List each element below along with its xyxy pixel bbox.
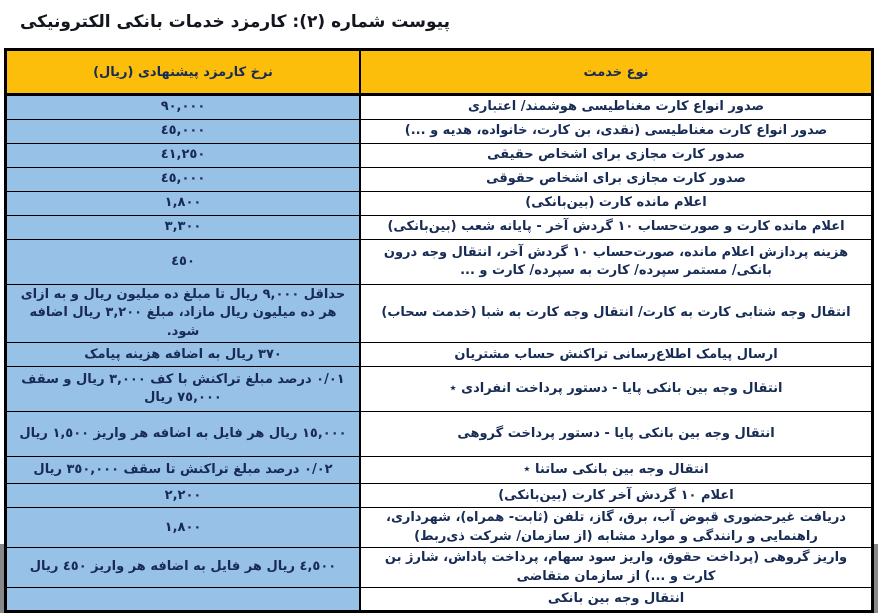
fee-cell bbox=[6, 588, 361, 612]
service-cell: انتقال وجه شتابی کارت به کارت/ انتقال وجه کارت به شبا (خدمت سحاب) bbox=[360, 285, 872, 343]
service-cell: دریافت غیرحضوری قبوض آب، برق، گاز، تلفن (ثابت- همراه)، شهرداری، راهنمایی و رانندگی و موارد مشابه (از سازمان/ شرکت ذی‌ربط) bbox=[360, 508, 872, 548]
table-row bbox=[6, 95, 873, 120]
table-row bbox=[6, 484, 873, 508]
header-proposed-fee: نرخ کارمزد پیشنهادی (ریال) bbox=[6, 50, 361, 95]
service-cell: انتقال وجه بین بانکی bbox=[360, 588, 872, 612]
table-row bbox=[6, 367, 873, 412]
fee-cell: ٤١,٢٥٠ bbox=[6, 144, 361, 168]
fee-cell: ٤٥,٠٠٠ bbox=[6, 168, 361, 192]
table-row bbox=[6, 508, 873, 548]
table-row bbox=[6, 192, 873, 216]
fee-cell: ٤٥,٠٠٠ bbox=[6, 120, 361, 144]
service-cell: انتقال وجه بین بانکی پایا - دستور پرداخت گروهی bbox=[360, 412, 872, 457]
table-body bbox=[6, 95, 873, 612]
fee-cell: ٩٠,٠٠٠ bbox=[6, 95, 361, 120]
service-cell: اعلام مانده کارت و صورت‌حساب ١٠ گردش آخر - پایانه شعب (بین‌بانکی) bbox=[360, 216, 872, 240]
fee-cell: ٢,٢٠٠ bbox=[6, 484, 361, 508]
table-header-row bbox=[6, 50, 873, 95]
table-row bbox=[6, 548, 873, 588]
service-cell: صدور کارت مجازی برای اشخاص حقیقی bbox=[360, 144, 872, 168]
fee-cell: ٣٧٠ ریال به اضافه هزینه پیامک bbox=[6, 343, 361, 367]
service-cell: صدور انواع کارت مغناطیسی هوشمند/ اعتباری bbox=[360, 95, 872, 120]
fee-cell: ١٥,٠٠٠ ریال هر فایل به اضافه هر واریز ١,٥٠٠ ریال bbox=[6, 412, 361, 457]
table-row bbox=[6, 168, 873, 192]
table-row bbox=[6, 588, 873, 612]
fee-cell: حداقل ٩,٠٠٠ ریال تا مبلغ ده میلیون ریال و به ازای هر ده میلیون ریال مازاد، مبلغ ٣,٢٠٠ ریال اضافه شود. bbox=[6, 285, 361, 343]
fee-cell: ٠/٠١ درصد مبلغ تراکنش با کف ٣,٠٠٠ ریال و سقف ٧٥,٠٠٠ ریال bbox=[6, 367, 361, 412]
page-title: پیوست شماره (٢): کارمزد خدمات بانکی الکترونیکی bbox=[19, 12, 450, 32]
service-cell: هزینه پردازش اعلام مانده، صورت‌حساب ١٠ گردش آخر، انتقال وجه درون بانکی/ مستمر سپرده/ کارت به سپرده/ کارت و ... bbox=[360, 240, 872, 285]
fee-cell: ١,٨٠٠ bbox=[6, 508, 361, 548]
service-cell: صدور انواع کارت مغناطیسی (نقدی، بن کارت، خانواده، هدیه و ...) bbox=[360, 120, 872, 144]
service-cell: ارسال پیامک اطلاع‌رسانی تراکنش حساب مشتریان bbox=[360, 343, 872, 367]
fee-cell: ٣,٣٠٠ bbox=[6, 216, 361, 240]
table-row bbox=[6, 412, 873, 457]
table-row bbox=[6, 457, 873, 484]
table-row bbox=[6, 144, 873, 168]
table-row bbox=[6, 240, 873, 285]
table-row bbox=[6, 285, 873, 343]
table-row bbox=[6, 216, 873, 240]
service-cell: اعلام ١٠ گردش آخر کارت (بین‌بانکی) bbox=[360, 484, 872, 508]
service-cell: انتقال وجه بین بانکی ساتنا ٭ bbox=[360, 457, 872, 484]
fee-cell: ٤,٥٠٠ ریال هر فایل به اضافه هر واریز ٤٥٠ ریال bbox=[6, 548, 361, 588]
fee-table bbox=[4, 48, 874, 613]
service-cell: انتقال وجه بین بانکی پایا - دستور پرداخت انفرادی ٭ bbox=[360, 367, 872, 412]
header-service-type: نوع خدمت bbox=[360, 50, 872, 95]
service-cell: واریز گروهی (پرداخت حقوق، واریز سود سهام، پرداخت پاداش، شارژ بن کارت و ...) از سازمان متقاضی bbox=[360, 548, 872, 588]
fee-cell: ٠/٠٢ درصد مبلغ تراکنش تا سقف ٣٥٠,٠٠٠ ریال bbox=[6, 457, 361, 484]
fee-cell: ٤٥٠ bbox=[6, 240, 361, 285]
service-cell: اعلام مانده کارت (بین‌بانکی) bbox=[360, 192, 872, 216]
table-row bbox=[6, 120, 873, 144]
table-row bbox=[6, 343, 873, 367]
fee-cell: ١,٨٠٠ bbox=[6, 192, 361, 216]
service-cell: صدور کارت مجازی برای اشخاص حقوقی bbox=[360, 168, 872, 192]
